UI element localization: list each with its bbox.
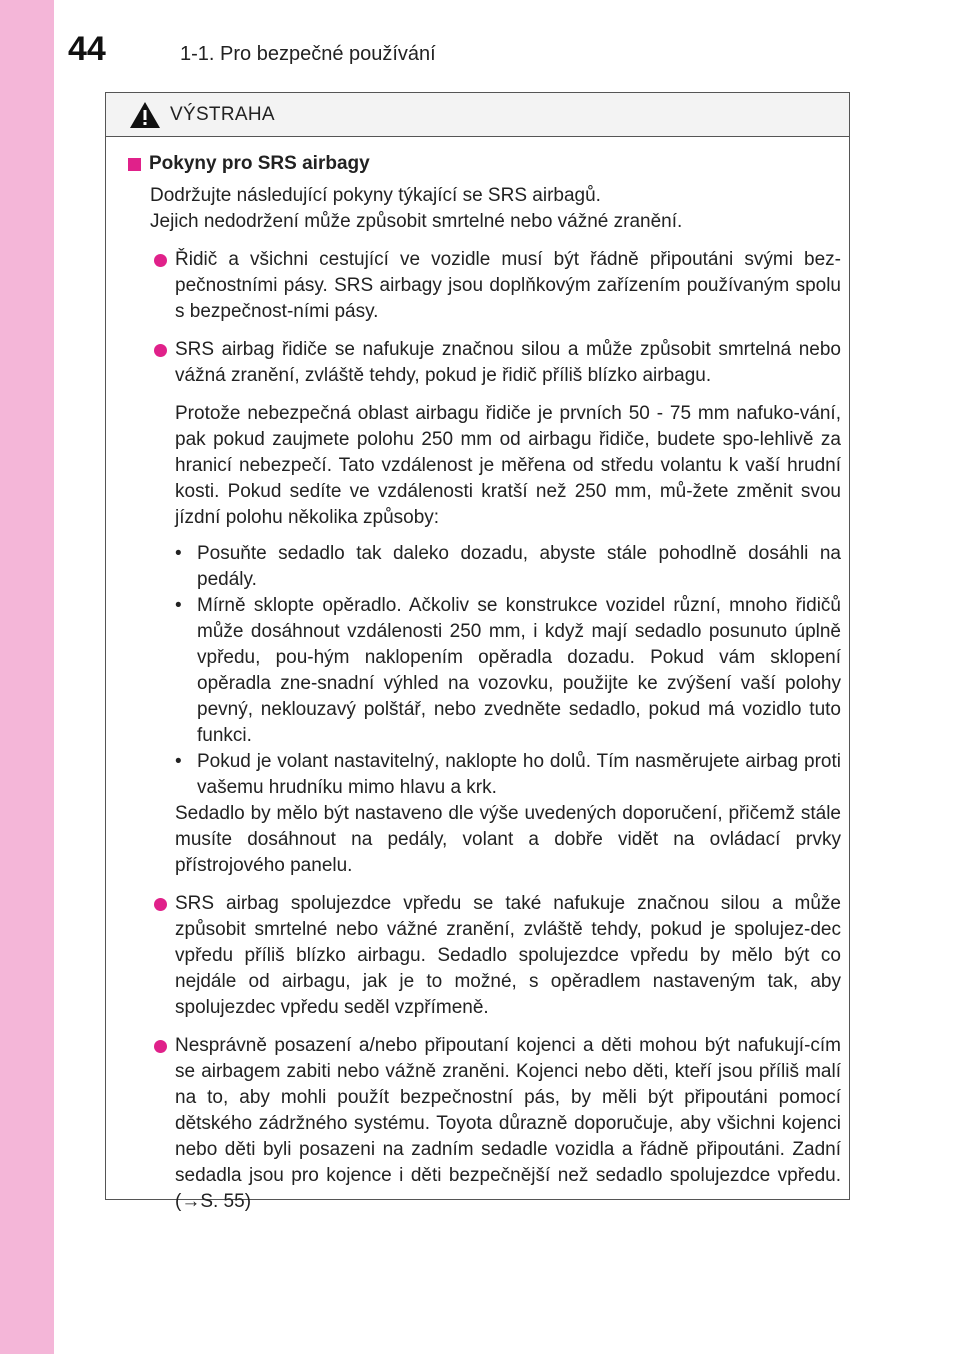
bullet-text: Posuňte sedadlo tak daleko dozadu, abyste stále pohodlně dosáhli na pedály. <box>197 543 841 590</box>
bullet-item <box>175 593 841 749</box>
warning-heading <box>128 151 841 177</box>
bullet-text: Mírně sklopte opěradlo. Ačkoliv se konstrukce vozidel různí, mnoho řidičů může dosáhnout vzdálenosti 250 mm, i když mají sedadlo posunuto úplně vpředu, pou-hým naklopením opěradla dozadu. Pokud vám sklopení opěradla zne-snadní výhled na vozovku, použijte ke zvýšení vaší polohy pevný, neklouzavý polštář, nebo zvedněte sedadlo, pokud má vozidlo tuto funkci. <box>197 595 841 746</box>
list-item <box>150 337 841 389</box>
bullet-text: Pokud je volant nastavitelný, naklopte ho dolů. Tím nasměrujete airbag proti vašemu hrudníku mimo hlavu a krk. <box>197 751 841 798</box>
list-item <box>150 891 841 1021</box>
warning-triangle-icon <box>128 100 162 130</box>
heading-text: Pokyny pro SRS airbagy <box>149 153 370 174</box>
after-bullets-paragraph: Sedadlo by mělo být nastaveno dle výše uvedených doporučení, přičemž stále musíte dosáhnout na pedály, volant a dobře vidět na ovládací prvky přístrojového panelu. <box>175 803 841 876</box>
bullet-item <box>175 749 841 801</box>
list-item-text: Řidič a všichni cestující ve vozidle musí být řádně připoutáni svými bez-pečnostními pásy. SRS airbagy jsou doplňkovým zařízením používaným spolu s bezpečnost-ními pásy. <box>175 249 841 322</box>
bullet-list <box>150 541 841 801</box>
circle-bullet-icon <box>154 1040 167 1053</box>
bullet-mark: • <box>175 543 182 564</box>
list-item <box>150 1033 841 1215</box>
circle-bullet-icon <box>154 344 167 357</box>
page-header <box>54 0 960 80</box>
warning-body <box>128 183 841 1215</box>
page-number: 44 <box>68 30 106 68</box>
bullet-mark: • <box>175 751 182 772</box>
warning-title: VÝSTRAHA <box>170 103 275 125</box>
driver-paragraph: Protože nebezpečná oblast airbagu řidiče je prvních 50 - 75 mm nafuko-vání, pak pokud zaujmete polohu 250 mm od airbagu řidiče, budete spo-lehlivě za hranicí nebezpečí. Tato vzdálenost je měřena od středu volantu k vaší hrudní kosti. Pokud sedíte ve vzdálenosti kratší než 250 mm, mů-žete změnit svou jízdní polohu několika způsoby: <box>175 403 841 528</box>
list-item-text: SRS airbag řidiče se nafukuje značnou silou a může způsobit smrtelná nebo vážná zranění, zvláště tehdy, pokud je řidič příliš blízko airbagu. <box>175 339 841 386</box>
bullet-item <box>175 541 841 593</box>
square-bullet-icon <box>128 158 141 171</box>
intro-line: Dodržujte následující pokyny týkající se SRS airbagů. <box>150 185 601 206</box>
circle-bullet-icon <box>154 898 167 911</box>
list-item <box>150 247 841 325</box>
circle-bullet-icon <box>154 254 167 267</box>
warning-box <box>105 92 850 1212</box>
warning-content <box>106 137 849 1215</box>
warning-header <box>106 93 849 137</box>
list-item-text: Nesprávně posazení a/nebo připoutaní kojenci a děti mohou být nafukují-cím se airbagem zabiti nebo vážně zraněni. Kojenci nebo děti, kteří jsou příliš malí na to, aby mohli použít bezpečnostní pás, by měli být připoutáni pomocí dětského zádržného systému. Toyota důrazně doporučuje, aby všichni kojenci nebo děti byli posazeni na zadním sedadle vozidla a řádně připoutáni. Zadní sedadla jsou pro kojence i děti bezpečnější než sedadlo spolujezdce vpředu. (→S. 55) <box>175 1035 841 1212</box>
list-item-text: SRS airbag spolujezdce vpředu se také nafukuje značnou silou a může způsobit smrtelné nebo vážné zranění, zvláště tehdy, pokud je spolujez-dec vpředu příliš blízko airbagu. Sedadlo spolujezdce vpředu by mělo být co nejdále od airbagu, jak je to možné, s opěradlem nastaveným tak, aby spolujezdec vpředu seděl vzpřímeně. <box>175 893 841 1018</box>
bullet-mark: • <box>175 595 182 616</box>
page-edge-strip <box>0 0 54 1354</box>
intro-line: Jejich nedodržení může způsobit smrtelné nebo vážné zranění. <box>150 211 683 232</box>
section-title: 1-1. Pro bezpečné používání <box>180 43 436 65</box>
